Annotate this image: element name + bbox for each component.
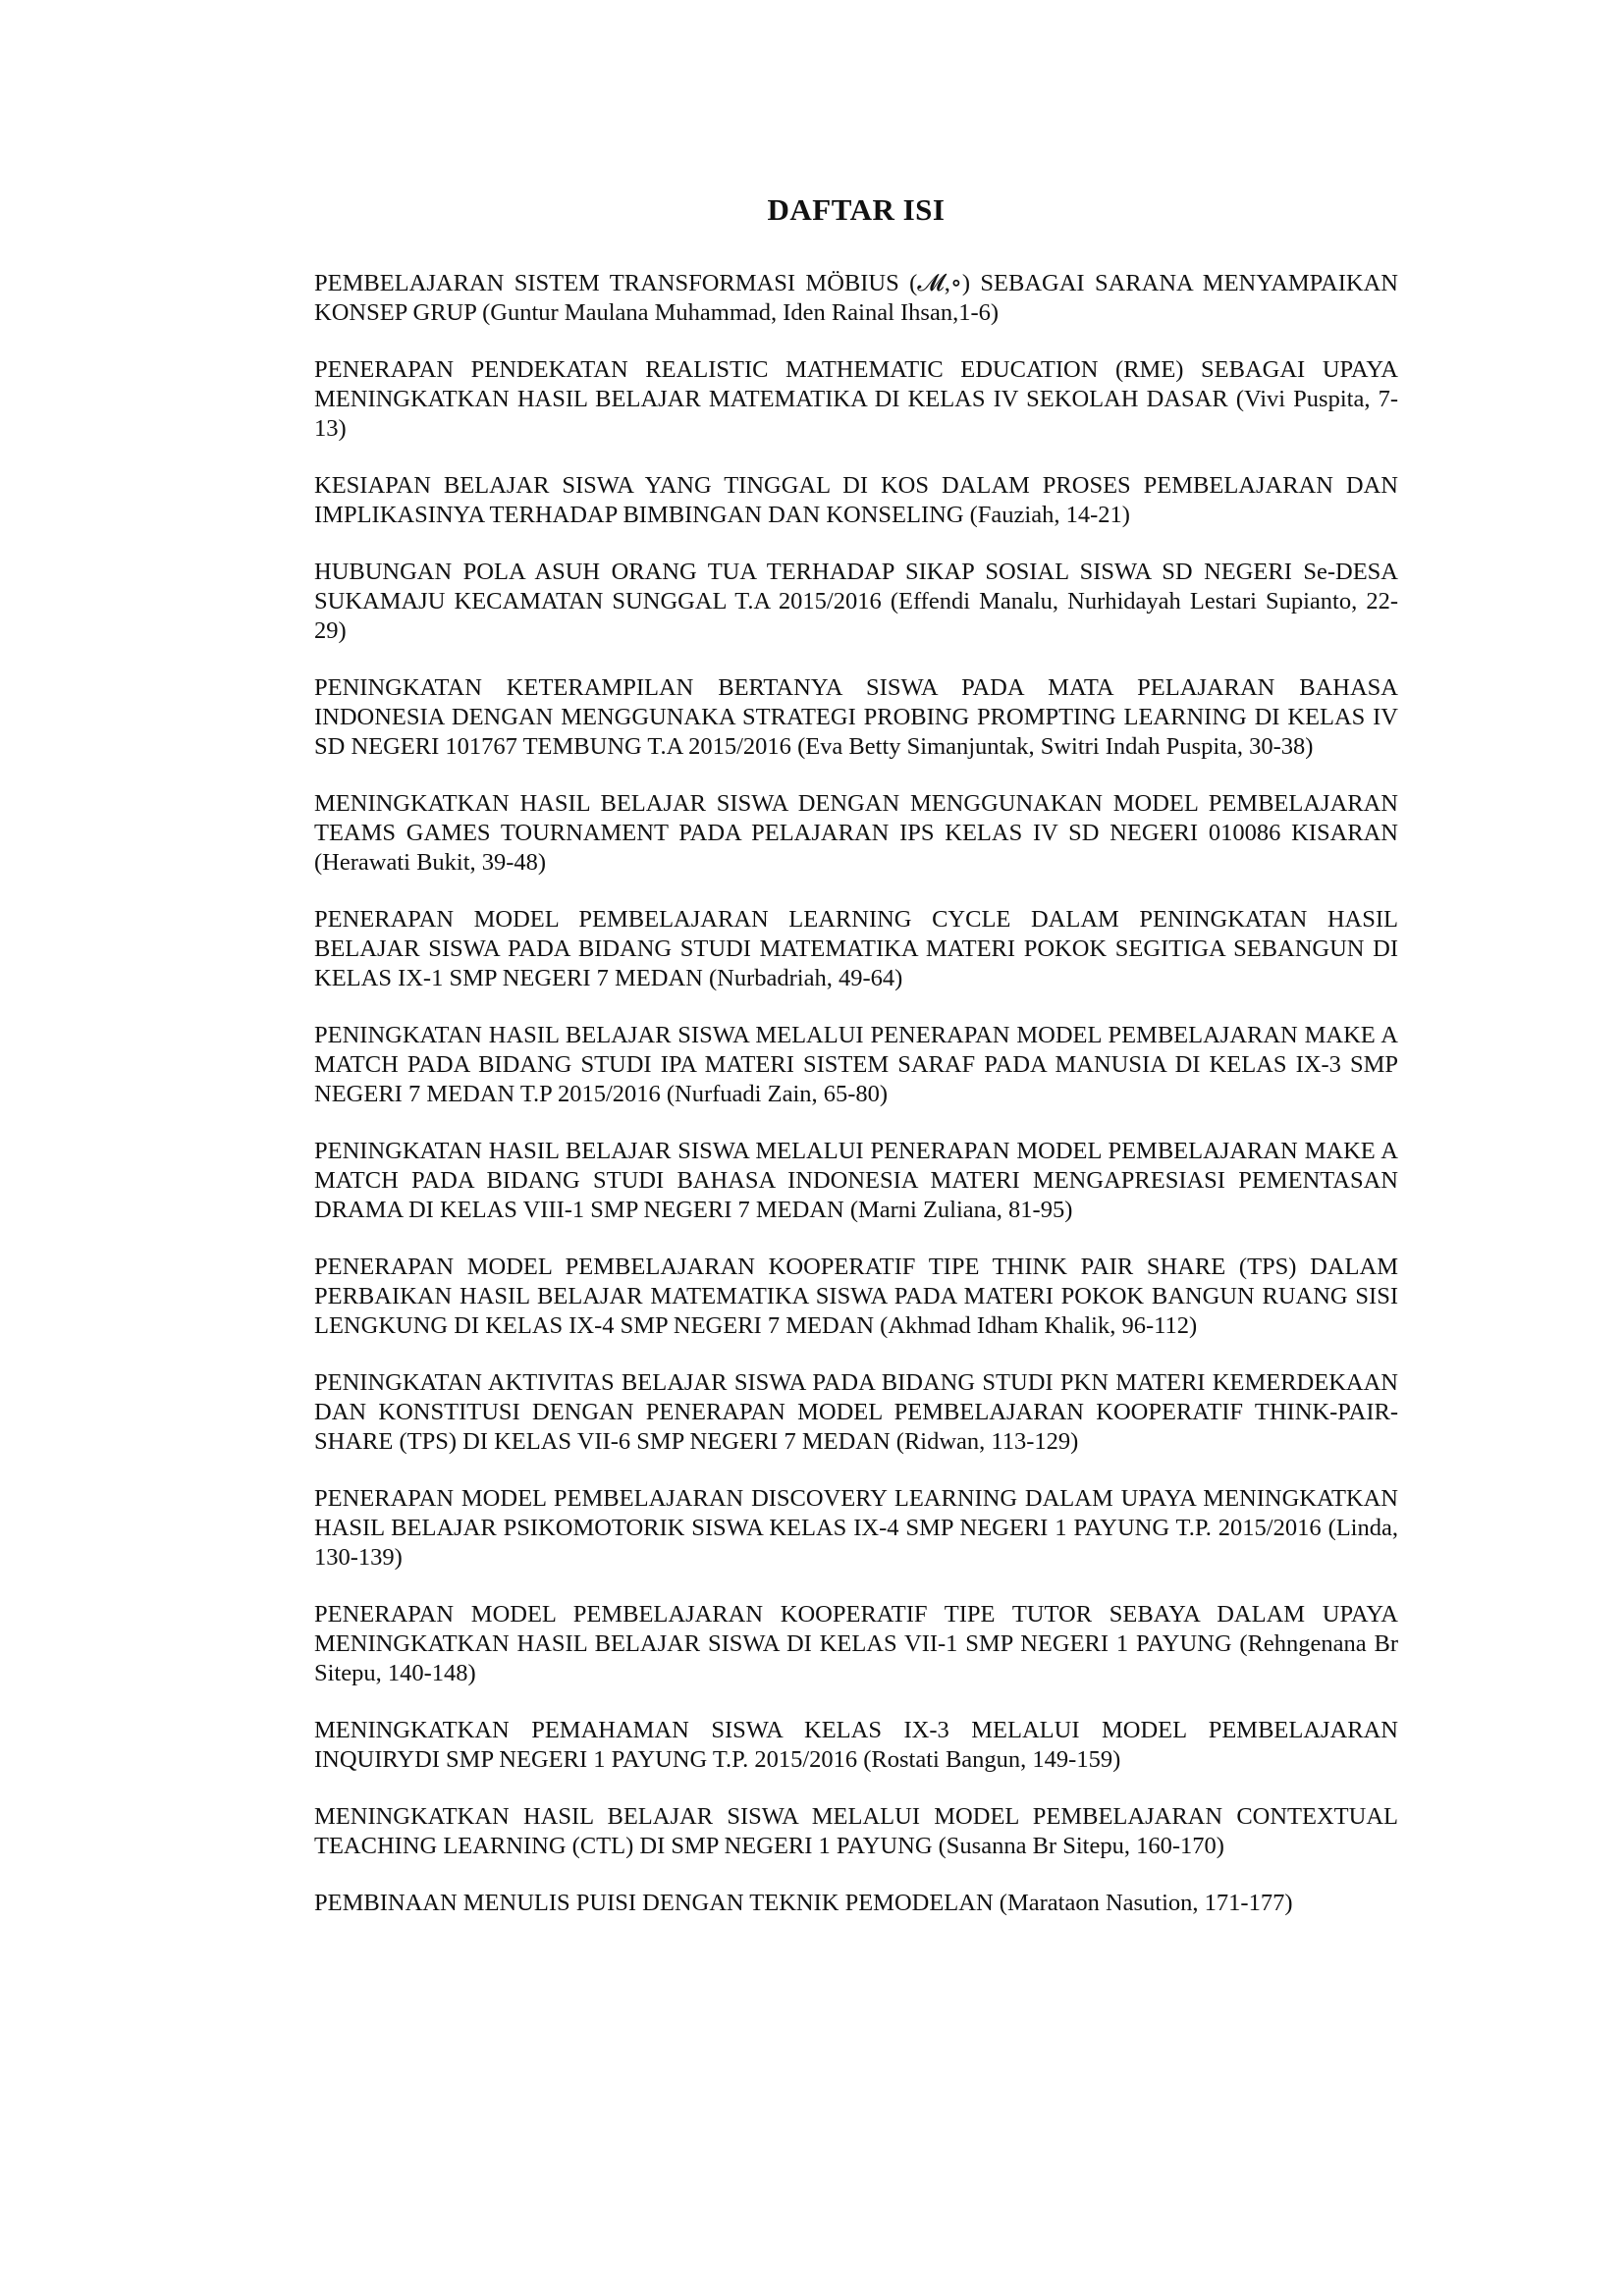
toc-entry-title: PENINGKATAN KETERAMPILAN BERTANYA SISWA PADA MATA PELAJARAN BAHASA INDONESIA DENGAN MENGGUNAKA STRATEGI PROBING PROMPTING LEARNING DI KELAS IV SD NEGERI 101767 TEMBUNG T.A 2015/2016 — [314, 674, 1398, 760]
toc-entry-title: PENINGKATAN HASIL BELAJAR SISWA MELALUI PENERAPAN MODEL PEMBELAJARAN MAKE A MATCH PADA BIDANG STUDI IPA MATERI SISTEM SARAF PADA MANUSIA DI KELAS IX-3 SMP NEGERI 7 MEDAN T.P 2015/2016 — [314, 1022, 1398, 1107]
toc-entry-author-pages: (Marni Zuliana, 81-95) — [849, 1197, 1073, 1223]
toc-entry-title: PENERAPAN MODEL PEMBELAJARAN KOOPERATIF TIPE TUTOR SEBAYA DALAM UPAYA MENINGKATKAN HASIL BELAJAR SISWA DI KELAS VII-1 SMP NEGERI 1 PAYUNG — [314, 1601, 1398, 1657]
toc-entry-author-pages: (Nurfuadi Zain, 65-80) — [666, 1081, 889, 1107]
toc-entry — [314, 1716, 1398, 1775]
toc-entry — [314, 355, 1398, 444]
toc-entry-author-pages: (Rostati Bangun, 149-159) — [863, 1746, 1121, 1773]
toc-entry-title: PEMBINAAN MENULIS PUISI DENGAN TEKNIK PEMODELAN — [314, 1890, 994, 1916]
toc-entry — [314, 471, 1398, 530]
toc-entry — [314, 1137, 1398, 1225]
page-title: DAFTAR ISI — [767, 192, 946, 227]
toc-entry — [314, 1021, 1398, 1109]
toc-entry — [314, 558, 1398, 646]
toc-entry-author-pages: (Linda, 130-139) — [314, 1515, 1398, 1571]
toc-entry-title: PENERAPAN MODEL PEMBELAJARAN KOOPERATIF TIPE THINK PAIR SHARE (TPS) DALAM PERBAIKAN HASIL BELAJAR MATEMATIKA SISWA PADA MATERI POKOK BANGUN RUANG SISI LENGKUNG DI KELAS IX-4 SMP NEGERI 7 MEDAN — [314, 1254, 1398, 1339]
toc-entry — [314, 1484, 1398, 1573]
toc-entry-title: MENINGKATKAN HASIL BELAJAR SISWA DENGAN MENGGUNAKAN MODEL PEMBELAJARAN TEAMS GAMES TOURNAMENT PADA PELAJARAN IPS KELAS IV SD NEGERI 010086 KISARAN — [314, 790, 1398, 846]
toc-entry — [314, 789, 1398, 878]
toc-entry-author-pages: (Herawati Bukit, 39-48) — [314, 849, 547, 876]
toc-entry-title: MENINGKATKAN HASIL BELAJAR SISWA MELALUI MODEL PEMBELAJARAN CONTEXTUAL TEACHING LEARNING (CTL) DI SMP NEGERI 1 PAYUNG — [314, 1803, 1398, 1859]
toc-entry-author-pages: (Fauziah, 14-21) — [969, 502, 1130, 528]
toc-entry-title: PENERAPAN PENDEKATAN REALISTIC MATHEMATIC EDUCATION (RME) SEBAGAI UPAYA MENINGKATKAN HASIL BELAJAR MATEMATIKA DI KELAS IV SEKOLAH DASAR — [314, 356, 1398, 412]
toc-entry — [314, 1889, 1398, 1918]
toc-entry-author-pages: (Ridwan, 113-129) — [895, 1428, 1079, 1455]
toc-entry-title: MENINGKATKAN PEMAHAMAN SISWA KELAS IX-3 MELALUI MODEL PEMBELAJARAN INQUIRYDI SMP NEGERI 1 PAYUNG T.P. 2015/2016 — [314, 1717, 1398, 1773]
toc-entry-title: PENINGKATAN HASIL BELAJAR SISWA MELALUI PENERAPAN MODEL PEMBELAJARAN MAKE A MATCH PADA BIDANG STUDI BAHASA INDONESIA MATERI MENGAPRESIASI PEMENTASAN DRAMA DI KELAS VIII-1 SMP NEGERI 7 MEDAN — [314, 1138, 1398, 1223]
toc-entry-author-pages: (Nurbadriah, 49-64) — [708, 965, 903, 991]
toc-entry — [314, 673, 1398, 762]
toc-entry-author-pages: (Eva Betty Simanjuntak, Switri Indah Puspita, 30-38) — [797, 733, 1314, 760]
toc-entry-title: HUBUNGAN POLA ASUH ORANG TUA TERHADAP SIKAP SOSIAL SISWA SD NEGERI Se-DESA SUKAMAJU KECAMATAN SUNGGAL T.A 2015/2016 — [314, 559, 1398, 614]
toc-entry-author-pages: (Effendi Manalu, Nurhidayah Lestari Supianto, 22-29) — [314, 588, 1398, 644]
toc-entry-title: KESIAPAN BELAJAR SISWA YANG TINGGAL DI KOS DALAM PROSES PEMBELAJARAN DAN IMPLIKASINYA TERHADAP BIMBINGAN DAN KONSELING — [314, 472, 1398, 528]
toc-entry-author-pages: (Guntur Maulana Muhammad, Iden Rainal Ihsan,1-6) — [482, 299, 1000, 326]
toc-entry-author-pages: (Akhmad Idham Khalik, 96-112) — [880, 1312, 1198, 1339]
toc-entry-title: PENINGKATAN AKTIVITAS BELAJAR SISWA PADA BIDANG STUDI PKN MATERI KEMERDEKAAN DAN KONSTITUSI DENGAN PENERAPAN MODEL PEMBELAJARAN KOOPERATIF THINK-PAIR-SHARE (TPS) DI KELAS VII-6 SMP NEGERI 7 MEDAN — [314, 1369, 1398, 1455]
toc-entry-list — [314, 269, 1398, 1918]
toc-entry-author-pages: (Susanna Br Sitepu, 160-170) — [938, 1833, 1224, 1859]
toc-entry-author-pages: (Vivi Puspita, 7-13) — [314, 386, 1398, 442]
toc-entry-title: PEMBELAJARAN SISTEM TRANSFORMASI MÖBIUS (𝓜,∘) SEBAGAI SARANA MENYAMPAIKAN KONSEP GRUP — [314, 270, 1398, 326]
toc-entry — [314, 905, 1398, 993]
table-of-contents — [314, 192, 1398, 1946]
toc-entry-title: PENERAPAN MODEL PEMBELAJARAN LEARNING CYCLE DALAM PENINGKATAN HASIL BELAJAR SISWA PADA BIDANG STUDI MATEMATIKA MATERI POKOK SEGITIGA SEBANGUN DI KELAS IX-1 SMP NEGERI 7 MEDAN — [314, 906, 1398, 991]
toc-entry — [314, 1368, 1398, 1457]
toc-entry-author-pages: (Marataon Nasution, 171-177) — [999, 1890, 1293, 1916]
toc-entry — [314, 1802, 1398, 1861]
toc-entry — [314, 269, 1398, 328]
toc-entry-author-pages: (Rehngenana Br Sitepu, 140-148) — [314, 1630, 1399, 1686]
toc-entry-title: PENERAPAN MODEL PEMBELAJARAN DISCOVERY LEARNING DALAM UPAYA MENINGKATKAN HASIL BELAJAR PSIKOMOTORIK SISWA KELAS IX-4 SMP NEGERI 1 PAYUNG T.P. 2015/2016 — [314, 1485, 1398, 1541]
toc-entry — [314, 1253, 1398, 1341]
toc-entry — [314, 1600, 1398, 1688]
